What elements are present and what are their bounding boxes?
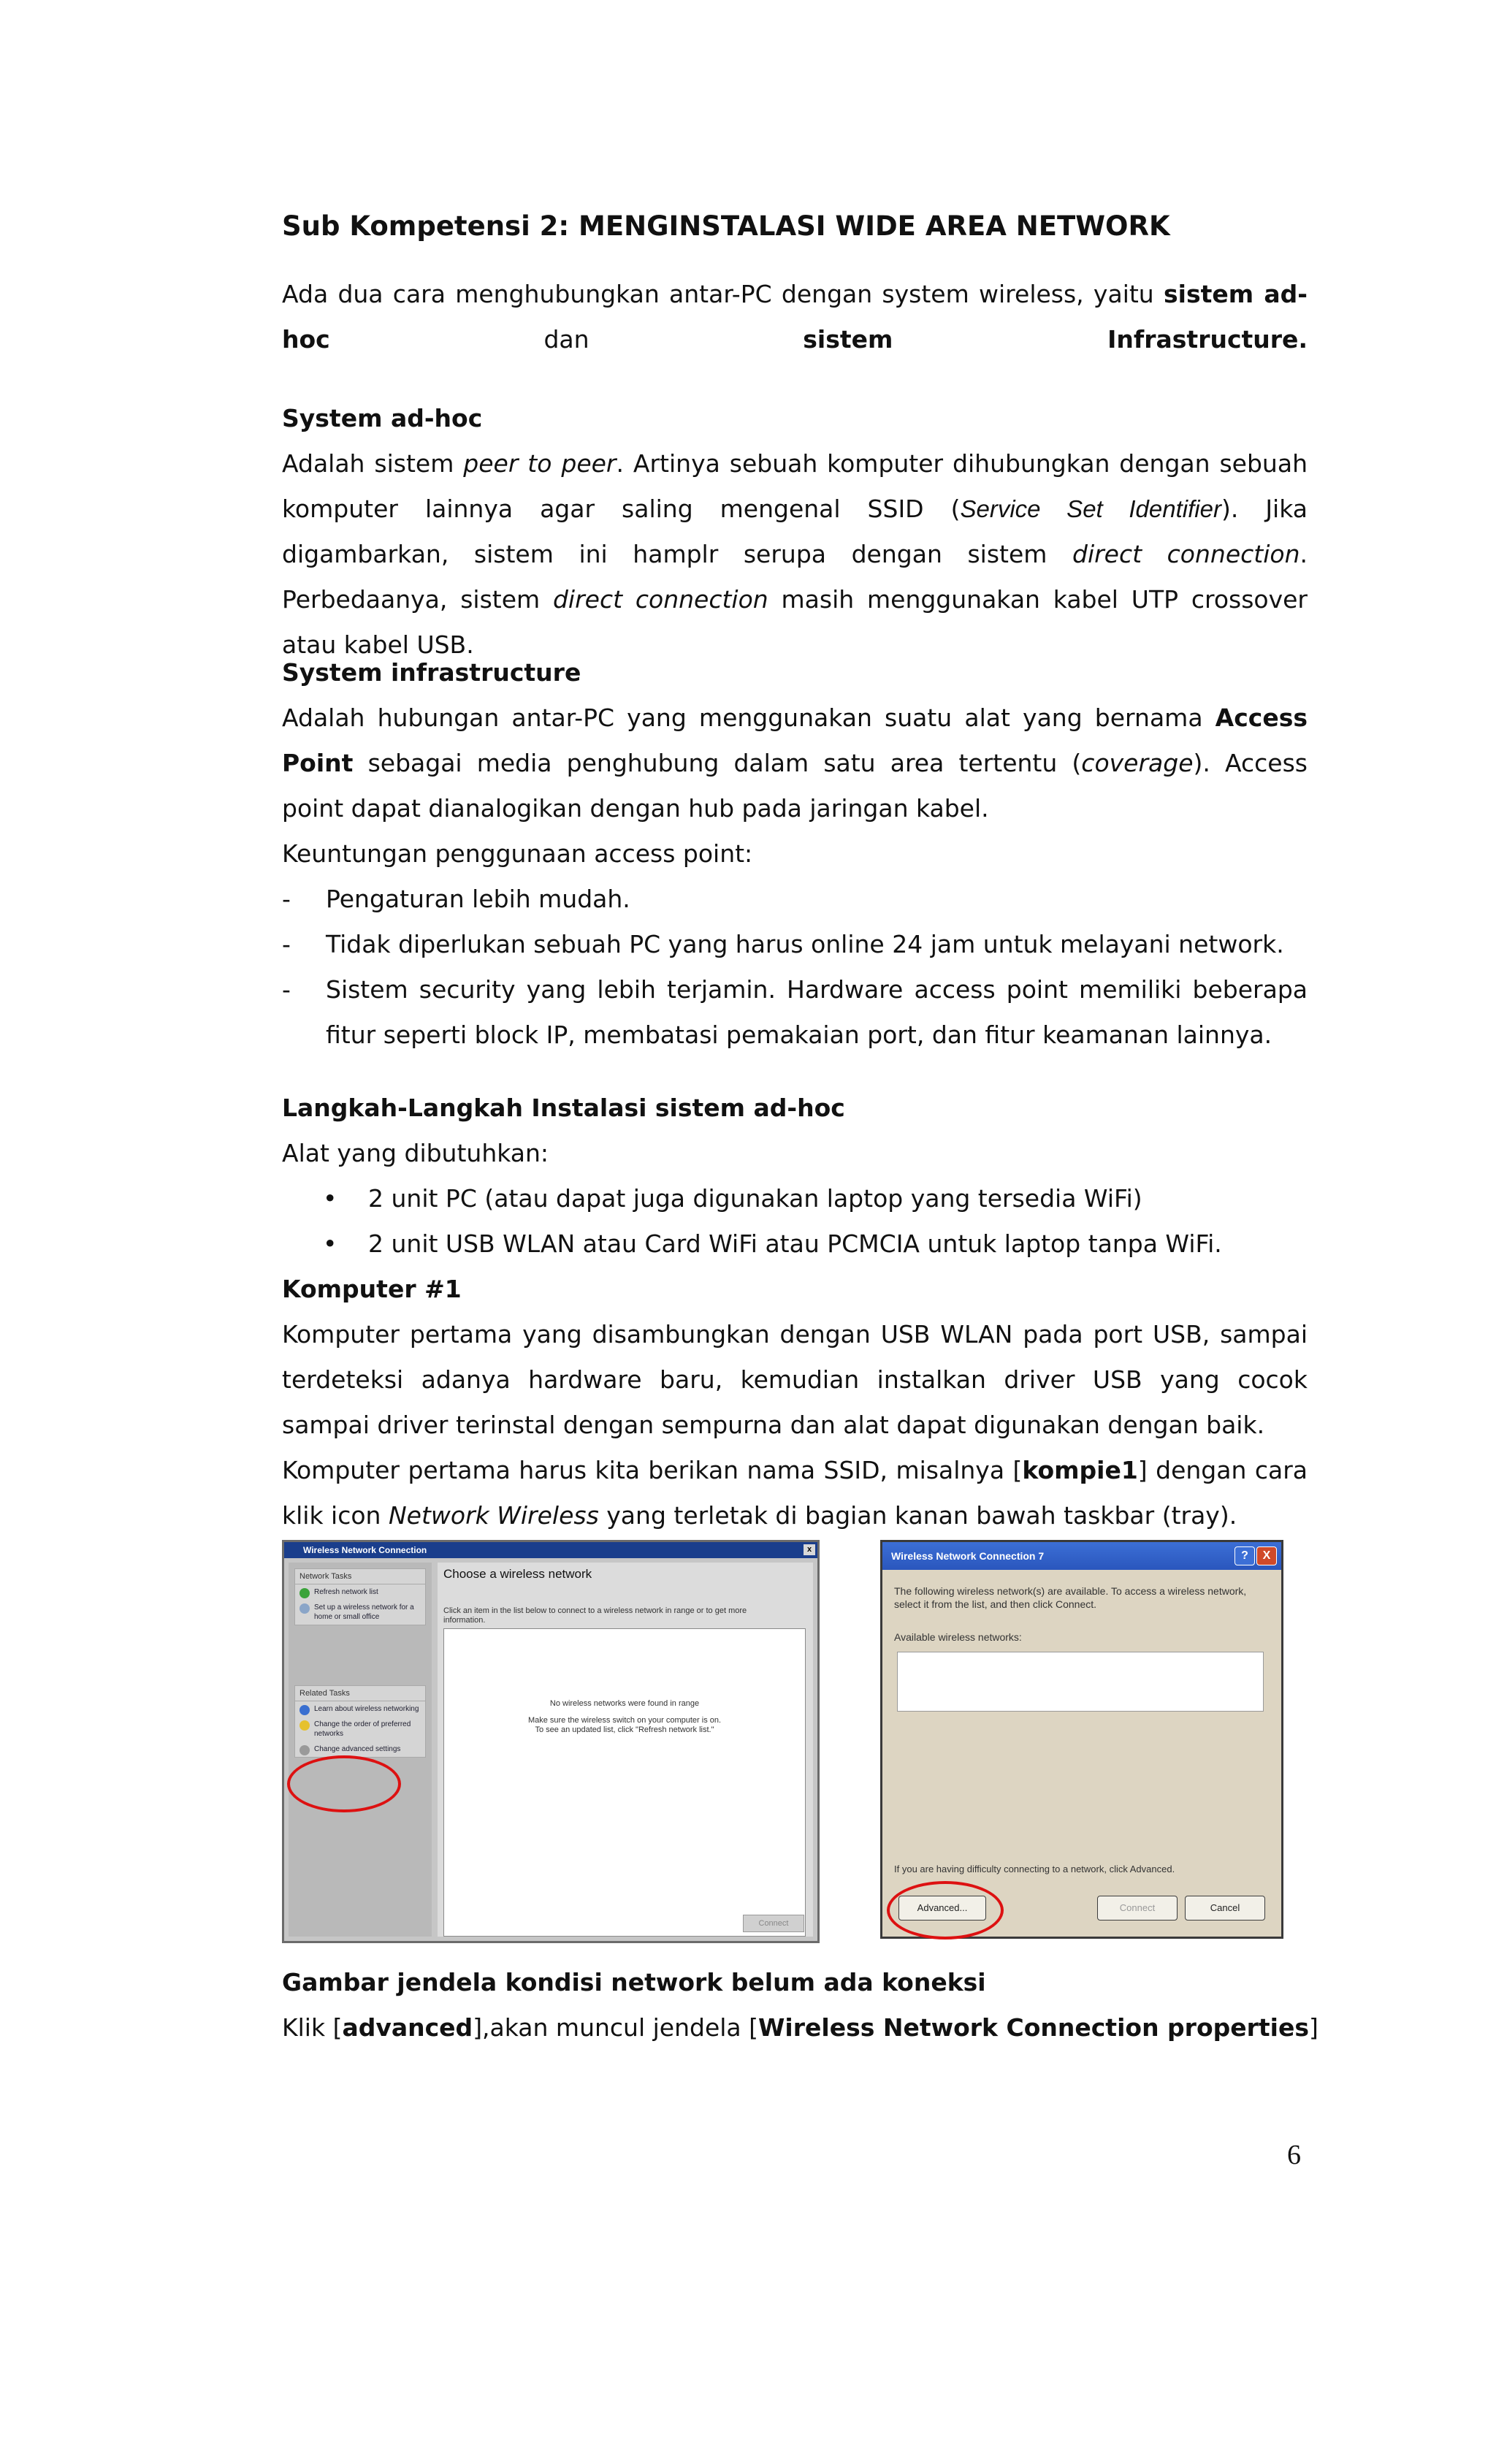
final-text: ] xyxy=(1309,2013,1318,2042)
bullet-marker: • xyxy=(323,1229,337,1258)
group-header: Network Tasks xyxy=(295,1569,425,1584)
available-networks-list[interactable] xyxy=(897,1652,1264,1712)
network-list[interactable] xyxy=(443,1628,806,1937)
p2-text: ] dengan cara klik icon xyxy=(282,1456,1308,1530)
adhoc-text: . Artinya sebuah komputer dihubungkan dengan sebuah komputer lainnya agar saling mengenal SSID ( xyxy=(282,449,1308,523)
intro-bold-infra: sistem Infrastructure. xyxy=(803,325,1308,354)
advantage-item: Sistem security yang lebih terjamin. Hardware access point memiliki beberapa fitur seperti block IP, membatasi pemakaian port, dan fitur keamanan lainnya. xyxy=(326,975,1308,1049)
change-advanced-settings-link[interactable] xyxy=(295,1742,425,1757)
infra-bold: Access Point xyxy=(282,703,1308,777)
dash-marker: - xyxy=(282,930,291,958)
pane-heading: Choose a wireless network xyxy=(443,1567,592,1581)
adhoc-italic: direct connection xyxy=(1072,540,1300,568)
close-button[interactable]: X xyxy=(1256,1546,1277,1565)
group-header: Related Tasks xyxy=(295,1686,425,1701)
final-text: ],akan muncul jendela [ xyxy=(473,2013,759,2042)
adhoc-text: masih menggunakan kabel UTP crossover atau kabel USB. xyxy=(282,585,1308,659)
wireless-connection-dialog-screenshot xyxy=(880,1540,1283,1939)
intro-text: dan xyxy=(329,325,804,354)
window-title-bar xyxy=(284,1542,817,1558)
dialog-intro: The following wireless network(s) are available. To access a wireless network, select it from the list, and then click Connect. xyxy=(894,1585,1247,1610)
infra-paragraph xyxy=(282,695,1308,831)
task-label: Change the order of preferred networks xyxy=(314,1720,411,1738)
adhoc-italic: direct connection xyxy=(552,585,768,614)
highlight-circle xyxy=(287,1755,401,1812)
figure-caption: Gambar jendela kondisi network belum ada koneksi xyxy=(282,1968,986,1996)
tool-item: 2 unit USB WLAN atau Card WiFi atau PCMCIA untuk laptop tanpa WiFi. xyxy=(368,1229,1222,1258)
difficulty-help-text: If you are having difficulty connecting to a network, click Advanced. xyxy=(894,1864,1175,1874)
task-label: Learn about wireless networking xyxy=(314,1705,419,1713)
adhoc-title: System ad-hoc xyxy=(282,404,483,432)
komputer-paragraph-2 xyxy=(282,1448,1308,1538)
change-order-link[interactable] xyxy=(295,1717,425,1742)
settings-icon xyxy=(299,1745,310,1755)
pane-description: Click an item in the list below to connect to a wireless network in range or to get more information. xyxy=(443,1606,747,1625)
setup-network-link[interactable] xyxy=(295,1600,425,1625)
advanced-button[interactable]: Advanced... xyxy=(898,1896,986,1921)
p2-text: yang terletak di bagian kanan bawah taskbar (tray). xyxy=(598,1501,1237,1530)
advantage-item: Pengaturan lebih mudah. xyxy=(326,885,630,913)
cancel-button[interactable]: Cancel xyxy=(1185,1896,1265,1921)
highlight-circle xyxy=(887,1881,1004,1939)
task-label: Refresh network list xyxy=(314,1588,378,1596)
dialog-title: Wireless Network Connection 7 xyxy=(891,1550,1045,1562)
dialog-title-bar xyxy=(882,1542,1281,1570)
adhoc-italic: Service Set Identifier xyxy=(960,495,1221,522)
komputer-paragraph-1: Komputer pertama yang disambungkan dengan USB WLAN pada port USB, sampai terdeteksi adanya hardware baru, kemudian instalkan driver USB yang cocok sampai driver terinstal dengan sempurna dan alat dapat digunakan dengan baik. xyxy=(282,1320,1308,1439)
dash-marker: - xyxy=(282,885,291,913)
close-button[interactable]: x xyxy=(804,1544,815,1555)
network-tasks-group xyxy=(294,1568,426,1625)
final-bold: Wireless Network Connection properties xyxy=(758,2013,1310,2042)
empty-list-message xyxy=(444,1699,805,1735)
task-label: Change advanced settings xyxy=(314,1745,401,1753)
advantages-intro: Keuntungan penggunaan access point: xyxy=(282,839,753,868)
infra-title: System infrastructure xyxy=(282,658,581,687)
section-heading: Sub Kompetensi 2: MENGINSTALASI WIDE AREA NETWORK xyxy=(282,210,1170,242)
infra-text: Adalah hubungan antar-PC yang menggunakan suatu alat yang bernama xyxy=(282,703,1216,732)
intro-text: Ada dua cara menghubungkan antar-PC dengan system wireless, yaitu xyxy=(282,280,1164,308)
tasks-sidebar xyxy=(289,1563,432,1937)
tools-intro: Alat yang dibutuhkan: xyxy=(282,1139,549,1167)
p2-bold: kompie1 xyxy=(1022,1456,1138,1484)
final-instruction xyxy=(282,2005,1318,2051)
connect-button[interactable]: Connect xyxy=(1097,1896,1178,1921)
advantage-item: Tidak diperlukan sebuah PC yang harus online 24 jam untuk melayani network. xyxy=(326,930,1284,958)
infra-text: sebagai media penghubung dalam satu area tertentu ( xyxy=(353,749,1082,777)
empty-message-line: No wireless networks were found in range xyxy=(549,1699,700,1708)
connect-button[interactable]: Connect xyxy=(743,1915,804,1932)
network-setup-icon xyxy=(299,1603,310,1614)
refresh-network-link[interactable] xyxy=(295,1584,425,1600)
tool-item: 2 unit PC (atau dapat juga digunakan laptop yang tersedia WiFi) xyxy=(368,1184,1142,1213)
adhoc-text: ). Jika digambarkan, sistem ini hamplr serupa dengan sistem xyxy=(282,495,1308,568)
adhoc-text: . Perbedaanya, sistem xyxy=(282,540,1308,614)
task-label: Set up a wireless network for a home or small office xyxy=(314,1603,414,1621)
related-tasks-group xyxy=(294,1685,426,1758)
final-bold: advanced xyxy=(342,2013,473,2042)
learn-wireless-link[interactable] xyxy=(295,1701,425,1717)
help-button[interactable]: ? xyxy=(1234,1546,1255,1565)
p2-italic: Network Wireless xyxy=(388,1501,599,1530)
steps-title: Langkah-Langkah Instalasi sistem ad-hoc xyxy=(282,1094,845,1122)
window-title: Wireless Network Connection xyxy=(303,1545,427,1555)
empty-message-line: To see an updated list, click "Refresh network list." xyxy=(535,1725,714,1734)
final-text: Klik [ xyxy=(282,2013,343,2042)
adhoc-italic: peer to peer xyxy=(463,449,617,478)
bullet-marker: • xyxy=(323,1184,337,1213)
adhoc-text: Adalah sistem xyxy=(282,449,464,478)
main-pane xyxy=(438,1563,813,1937)
wireless-connection-window-screenshot xyxy=(282,1540,820,1943)
infra-text: ). Access point dapat dianalogikan dengan hub pada jaringan kabel. xyxy=(282,749,1308,823)
infra-italic: coverage xyxy=(1081,749,1194,777)
adhoc-paragraph xyxy=(282,441,1308,668)
p2-text: Komputer pertama harus kita berikan nama SSID, misalnya [ xyxy=(282,1456,1023,1484)
dash-marker: - xyxy=(282,975,291,1004)
intro-bold-adhoc: sistem ad-hoc xyxy=(282,280,1308,354)
available-networks-label: Available wireless networks: xyxy=(894,1631,1022,1643)
refresh-icon xyxy=(299,1588,310,1598)
info-icon xyxy=(299,1705,310,1715)
page-number: 6 xyxy=(1287,2140,1301,2170)
intro-paragraph xyxy=(282,272,1308,362)
komputer-title: Komputer #1 xyxy=(282,1275,462,1303)
star-icon xyxy=(299,1720,310,1731)
empty-message-line: Make sure the wireless switch on your computer is on. xyxy=(527,1716,722,1725)
